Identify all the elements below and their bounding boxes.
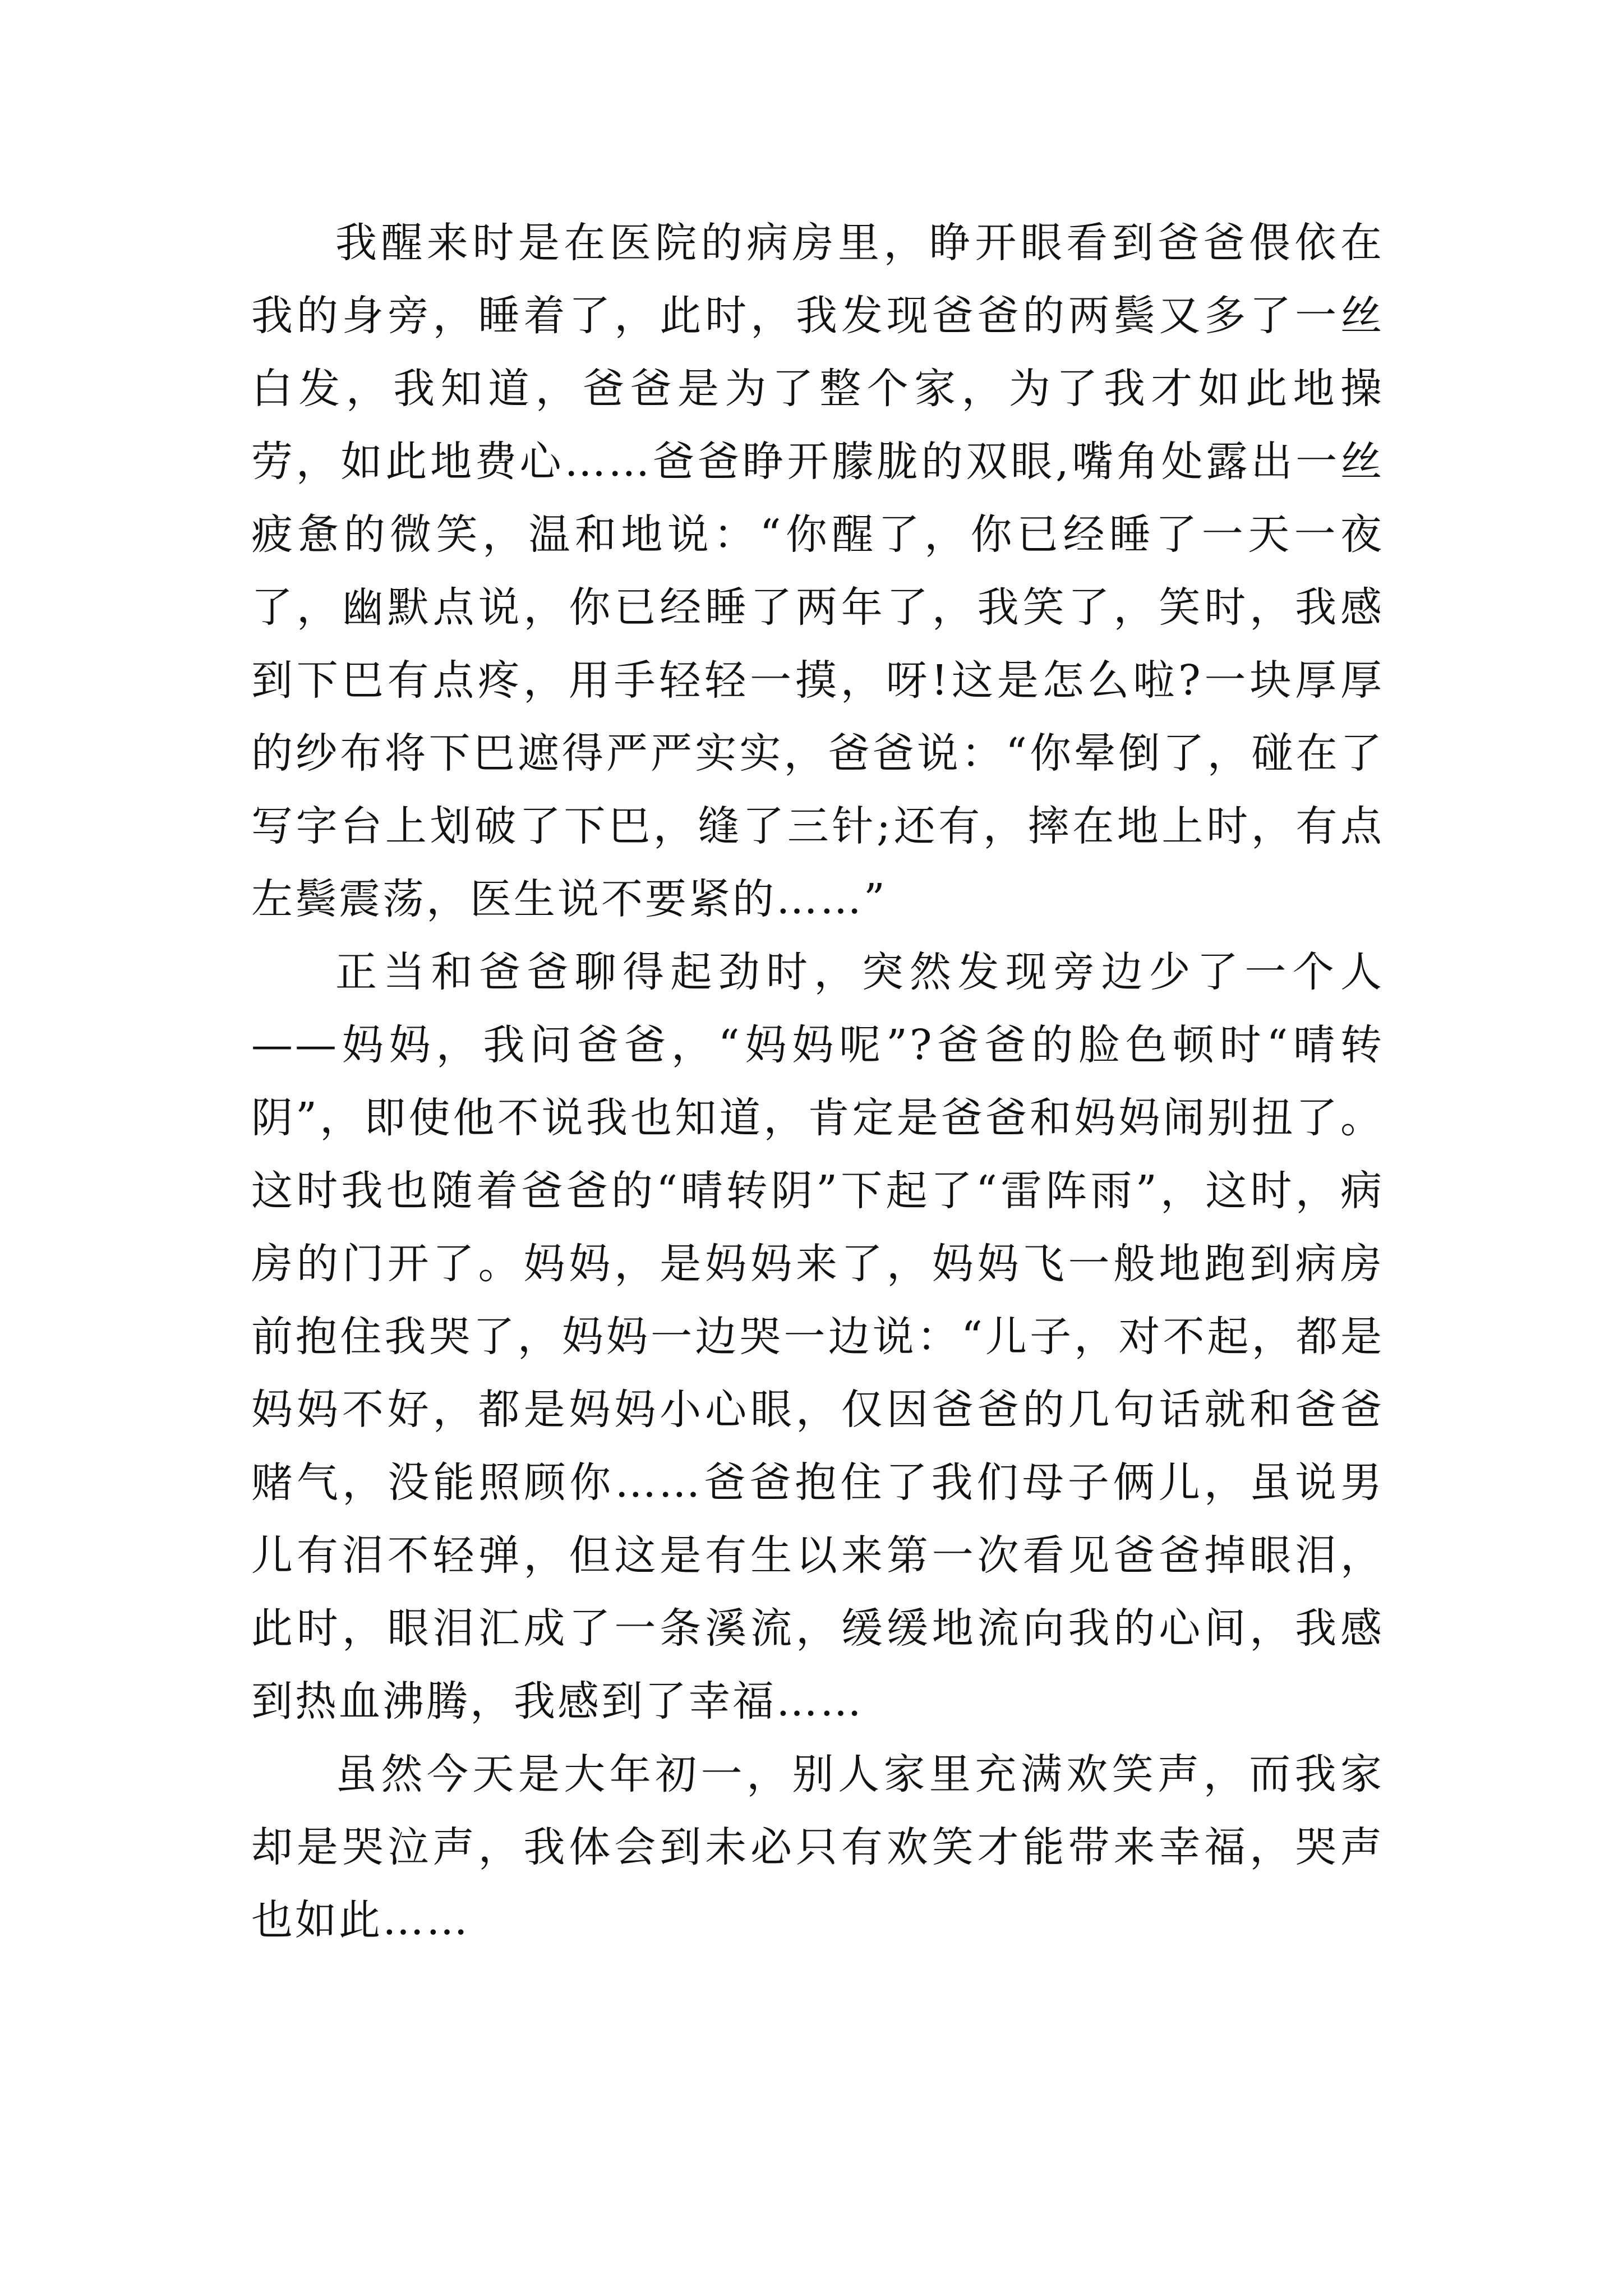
- document-body: [251, 206, 1384, 1957]
- paragraph-1: 我醒来时是在医院的病房里，睁开眼看到爸爸偎依在我的身旁，睡着了，此时，我发现爸爸的两鬓又多了一丝白发，我知道，爸爸是为了整个家，为了我才如此地操劳，如此地费心……爸爸睁开朦胧的双眼,嘴角处露出一丝疲惫的微笑，温和地说：“你醒了，你已经睡了一天一夜了，幽默点说，你已经睡了两年了，我笑了，笑时，我感到下巴有点疼，用手轻轻一摸，呀!这是怎么啦?一块厚厚的纱布将下巴遮得严严实实，爸爸说：“你晕倒了，碰在了写字台上划破了下巴，缝了三针;还有，摔在地上时，有点左鬓震荡，医生说不要紧的……”: [251, 219, 1384, 923]
- paragraph-2: 正当和爸爸聊得起劲时，突然发现旁边少了一个人——妈妈，我问爸爸，“妈妈呢”?爸爸的脸色顿时“晴转阴”，即使他不说我也知道，肯定是爸爸和妈妈闹别扭了。这时我也随着爸爸的“晴转阴”下起了“雷阵雨”，这时，病房的门开了。妈妈，是妈妈来了，妈妈飞一般地跑到病房前抱住我哭了，妈妈一边哭一边说：“儿子，对不起，都是妈妈不好，都是妈妈小心眼，仅因爸爸的几句话就和爸爸赌气，没能照顾你……爸爸抱住了我们母子俩儿，虽说男儿有泪不轻弹，但这是有生以来第一次看见爸爸掉眼泪，此时，眼泪汇成了一条溪流，缓缓地流向我的心间，我感到热血沸腾，我感到了幸福……: [251, 948, 1384, 1726]
- paragraph-3: 虽然今天是大年初一，别人家里充满欢笑声，而我家却是哭泣声，我体会到未必只有欢笑才能带来幸福，哭声也如此……: [251, 1750, 1384, 1944]
